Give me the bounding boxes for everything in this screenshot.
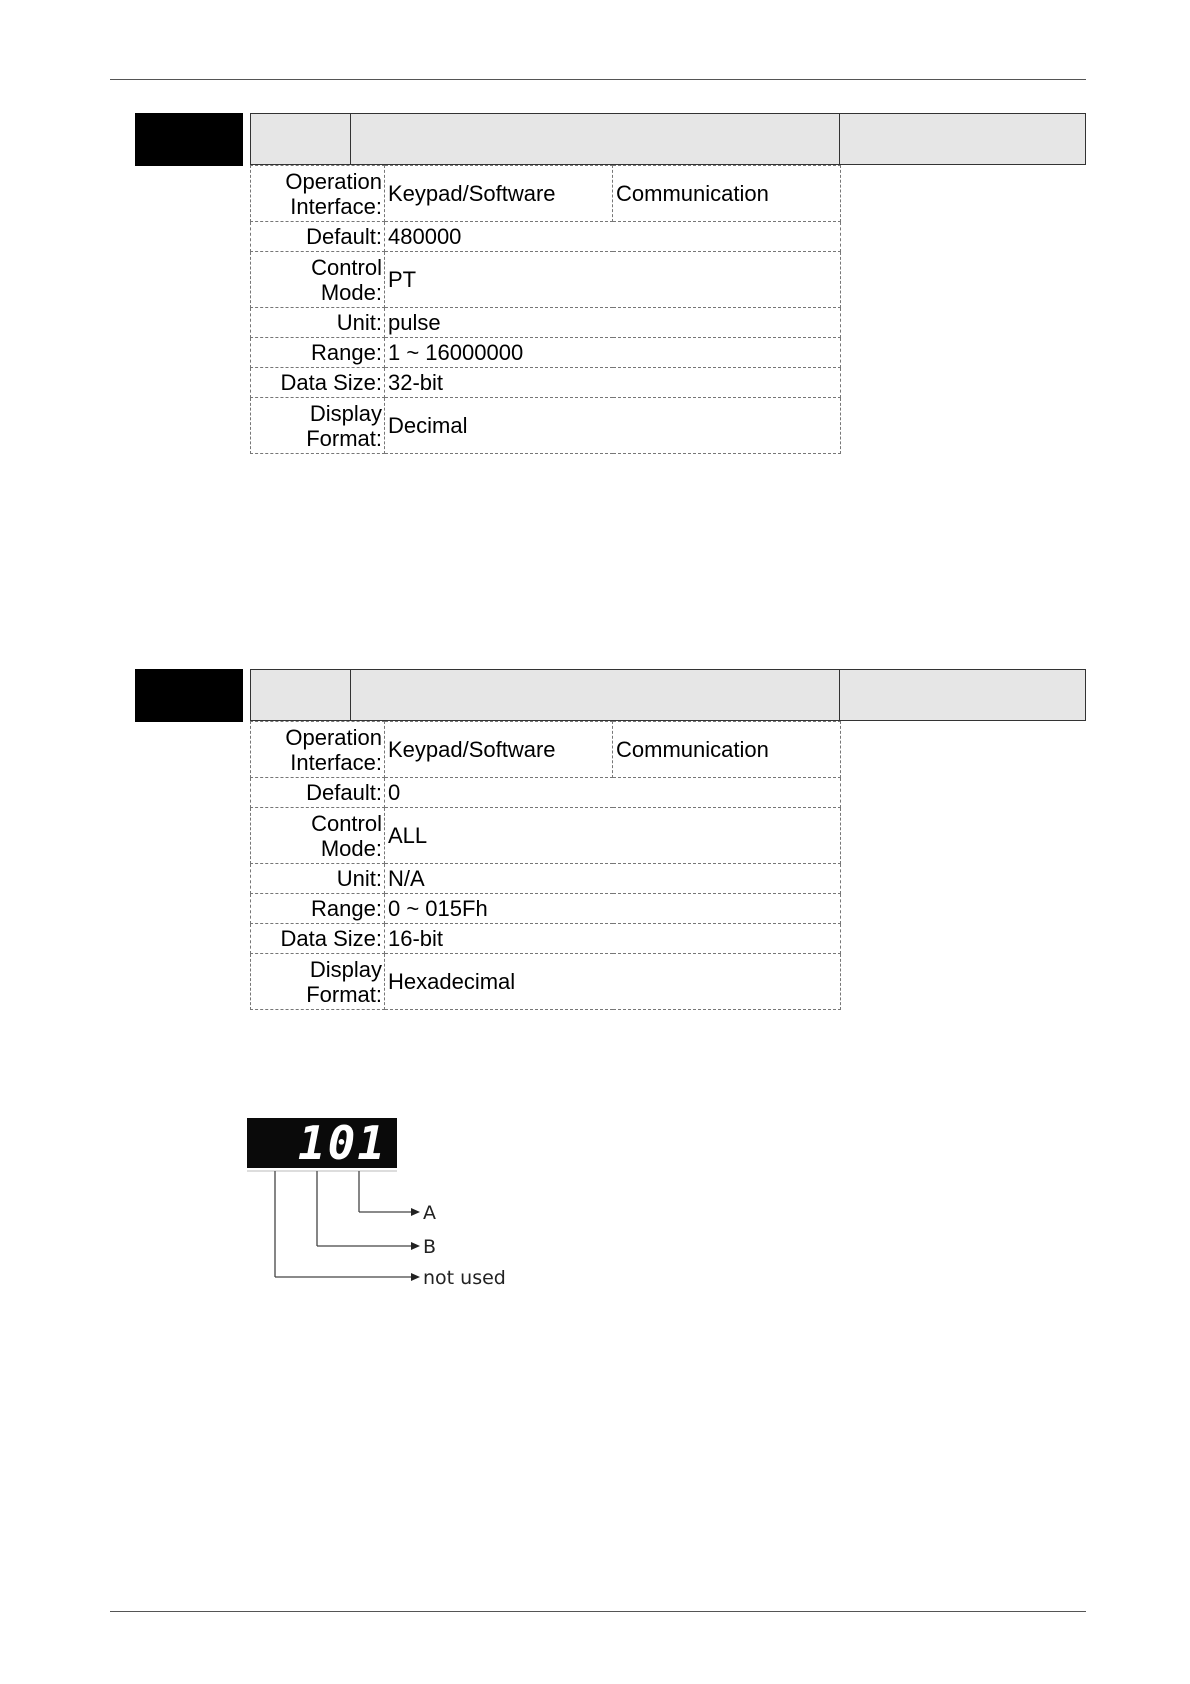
default-value: 480000 <box>385 222 841 252</box>
display-format-value: Hexadecimal <box>385 954 841 1010</box>
led-digits: 101 <box>297 1118 387 1170</box>
control-mode-label: Control Mode: <box>251 252 385 308</box>
parameter-address-cell <box>250 113 351 165</box>
display-format-label: Display Format: <box>251 954 385 1010</box>
operation-interface-label: Operation Interface: <box>251 166 385 222</box>
parameter-address-cell-right <box>839 669 1086 721</box>
control-mode-value: PT <box>385 252 841 308</box>
control-mode-value: ALL <box>385 808 841 864</box>
parameter-code-tab <box>135 113 243 166</box>
table-row <box>251 722 841 778</box>
display-format-label: Display Format: <box>251 398 385 454</box>
range-value: 1 ~ 16000000 <box>385 338 841 368</box>
table-row <box>251 778 841 808</box>
control-mode-label: Control Mode: <box>251 808 385 864</box>
range-value: 0 ~ 015Fh <box>385 894 841 924</box>
table-row <box>251 924 841 954</box>
operation-interface-value: Keypad/Software <box>385 166 613 222</box>
table-row <box>251 398 841 454</box>
data-size-value: 32-bit <box>385 368 841 398</box>
table-row <box>251 338 841 368</box>
label-b: B <box>423 1236 437 1258</box>
arrow-b-icon <box>411 1242 420 1250</box>
parameter-attribute-table <box>250 165 841 454</box>
data-size-label: Data Size: <box>251 924 385 954</box>
operation-interface-label: Operation Interface: <box>251 722 385 778</box>
unit-label: Unit: <box>251 308 385 338</box>
arrow-not-used-icon <box>411 1273 420 1281</box>
parameter-address-cell <box>250 669 351 721</box>
data-size-label: Data Size: <box>251 368 385 398</box>
data-size-value: 16-bit <box>385 924 841 954</box>
parameter-name-cell <box>350 669 840 721</box>
table-row <box>251 308 841 338</box>
operation-interface-value: Keypad/Software <box>385 722 613 778</box>
range-label: Range: <box>251 338 385 368</box>
operation-interface-value-2: Communication <box>613 166 841 222</box>
parameter-block-2 <box>0 669 1190 1029</box>
range-label: Range: <box>251 894 385 924</box>
table-row <box>251 864 841 894</box>
led-display-svg <box>247 1118 537 1293</box>
label-not-used: not used <box>423 1267 506 1289</box>
default-label: Default: <box>251 222 385 252</box>
led-display-diagram <box>247 1118 537 1293</box>
unit-value: N/A <box>385 864 841 894</box>
table-row <box>251 166 841 222</box>
parameter-name-cell <box>350 113 840 165</box>
default-value: 0 <box>385 778 841 808</box>
display-format-value: Decimal <box>385 398 841 454</box>
parameter-address-cell-right <box>839 113 1086 165</box>
header-rule <box>110 79 1086 80</box>
default-label: Default: <box>251 778 385 808</box>
parameter-code-tab <box>135 669 243 722</box>
table-row <box>251 252 841 308</box>
parameter-block-1 <box>0 113 1190 473</box>
unit-value: pulse <box>385 308 841 338</box>
table-row <box>251 894 841 924</box>
operation-interface-value-2: Communication <box>613 722 841 778</box>
footer-rule <box>110 1611 1086 1612</box>
label-a: A <box>423 1202 436 1224</box>
table-row <box>251 222 841 252</box>
table-row <box>251 368 841 398</box>
table-row <box>251 808 841 864</box>
table-row <box>251 954 841 1010</box>
parameter-attribute-table <box>250 721 841 1010</box>
arrow-a-icon <box>411 1208 420 1216</box>
unit-label: Unit: <box>251 864 385 894</box>
